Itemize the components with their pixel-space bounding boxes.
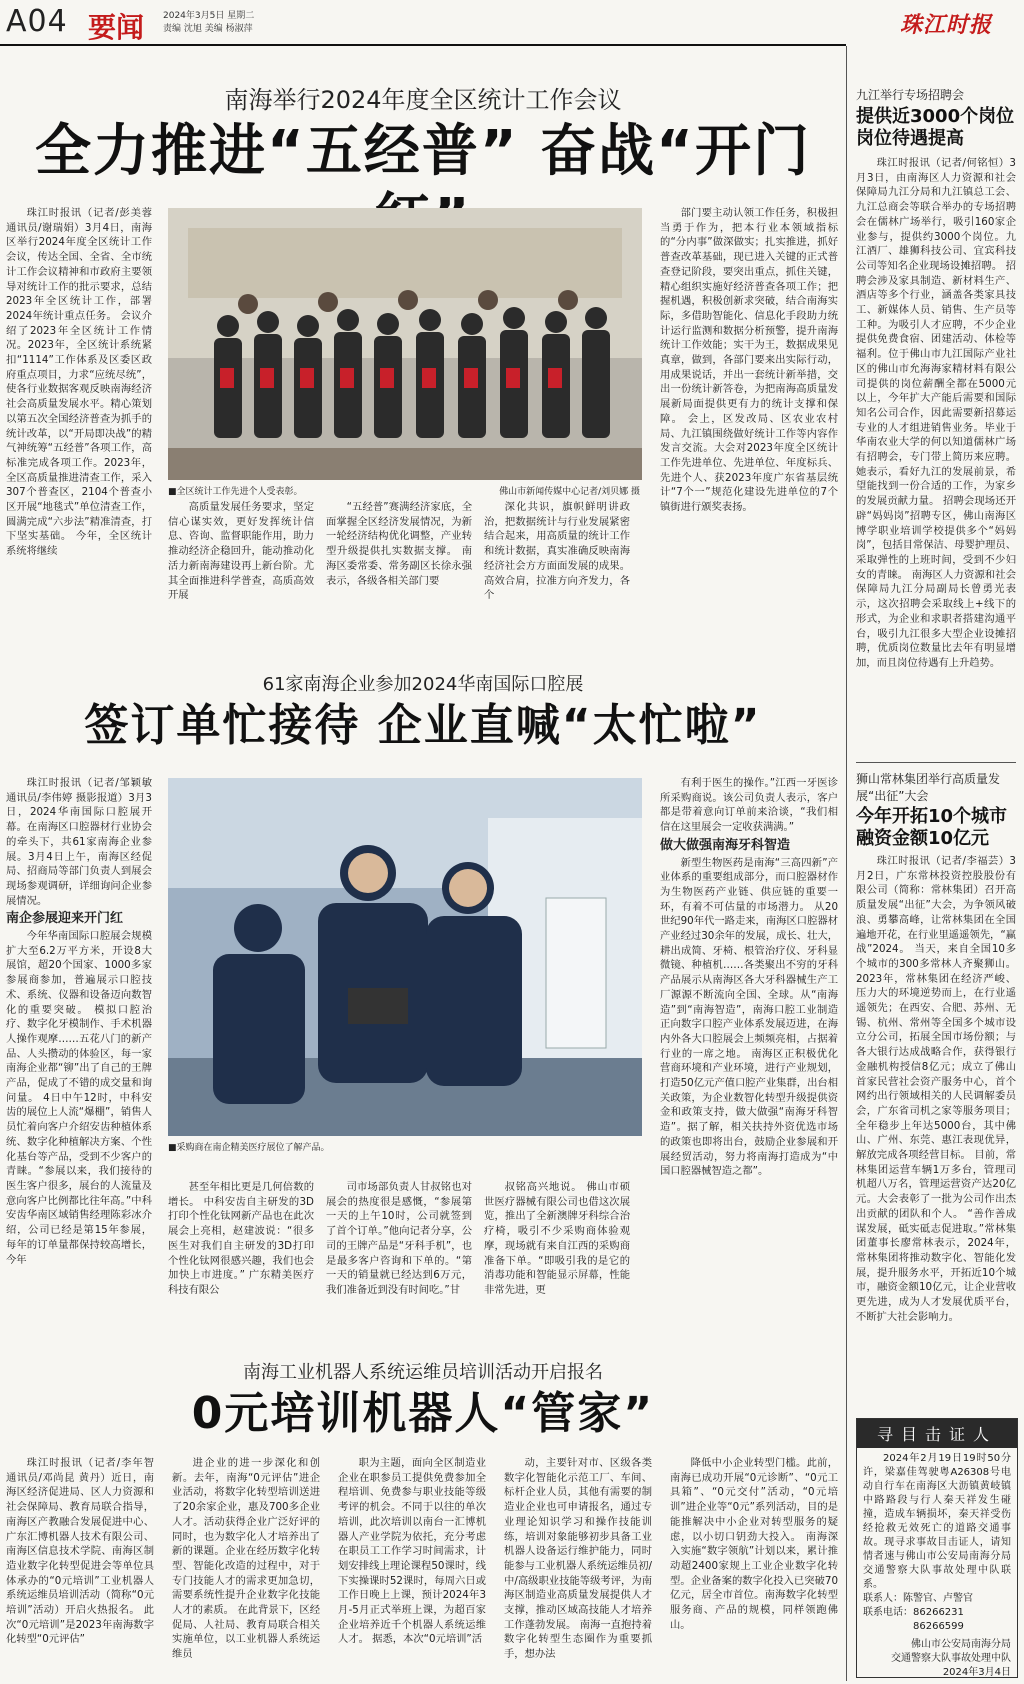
side2-title: 今年开拓10个城市 融资金额10亿元: [856, 806, 1008, 849]
side2-subtitle: 狮山常林集团举行高质量发展“出征”大会: [856, 772, 1001, 803]
side1-body: 珠江时报讯（记者/何铭恒）3月3日，由南海区人力资源和社会保障局九江分局和九江镇总工会、九江总商会等联合举办的专场招聘会在儒林广场举行，吸引160家企业参与，提供约3000个岗位。九江酒厂、雄狮科技公司、宜宾科技公司等知名企业现场设摊招聘。 招聘会涉及家具制造、新材料生产、酒店等多个行业，涵盖各类家具技工、新媒体人员、销售、生产员等工种。为吸引人才应聘，不少企业提供免费食宿、团建活动、体检等福利。位于佛山市九江国际产业社区的佛山市允海海家精材料有限公司提供的岗位薪酬全都在5000元以上，今年扩大产能后需要和国际知名公司合作，因此需要新招募运专业的人才组进销售业务。毕业于华南农业大学的何以知道儒林广场有招聘会，专门带上简历来应聘。她表示，看好九江的发展前景，希望能找到一份合适的工作，为家乡的发展贡献力量。 招聘会现场还开辟“妈妈岗”招聘专区，佛山南海区博学职业培训学校提供多个“妈妈岗”，包括目常保洁、母婴护理员、采取弹性的上班时间，受到不少妇女的青睐。 南海区人力资源和社会保障局九江分局副局长曾勇光表示，这次招聘会采取线上+线下的形式，为企业和求职者搭建沟通平台，吸引九江很多大型企业设摊招聘，优质岗位数量比去年有明显增加，而且岗位待遇有上升趋势。: [856, 157, 1016, 669]
page-number: A04: [6, 4, 68, 39]
article3-col3: 职为主题，面向全区制造业企业在职参员工提供免费参加全程培训、免费参与职业技能等级考评的机会。不同于以往的单次培训，此次培训以南台一汇博机器人产业学院为依托，充分考虑在职员工工作学习时间需求，计划安排线上理论课程50课时，线下实操课时52课时，每周六日或工作日晚上上课，预计2024年3月-5月正式举班上课，为超百家企业培养近千个机器人系统运维人才。 据悉，本次“0元培训”活: [338, 1457, 486, 1646]
header-rule: [0, 44, 846, 46]
notice-signature: 佛山市公安局南海分局 交通警察大队事故处理中队 2024年3月4日: [891, 1639, 1011, 1678]
witness-notice: [856, 1418, 1018, 1678]
article2-col2: 甚至年相比更是几何倍数的增长。 中科安齿自主研发的3D打印个性化钛网新产品也在此次展会上亮相，赵建波说：“很多医生对我们自主研发的3D打印个性化钛网很感兴趣，我们也会加快上市进度。” 广东精美医疗科技有限公: [168, 1181, 314, 1296]
article2-col3: 司市场部负责人甘叔铭也对展会的热度很是感慨，“参展第一天的上午10时，公司就签到了首个订单。”他向记者分享，公司的王牌产品是“牙科手机”，也是最多客户咨询和下单的。“第一天的销量就已经达到6万元，我们准备近到没有时间吃。”甘: [326, 1181, 472, 1296]
side1-subtitle: 九江举行专场招聘会: [856, 88, 965, 102]
article3-subtitle: 南海工业机器人系统运维员培训活动开启报名: [243, 1362, 603, 1383]
notice-contact: 联系人：陈警官、卢警官: [863, 1593, 973, 1604]
article1-subtitle: 南海举行2024年度全区统计工作会议: [224, 86, 622, 114]
article3-col5: 降低中小企业转型门槛。此前，南海已成功开展“0元诊断”、“0元工具箱”、“0元交付”活动，“0元培训”进企业等“0元”系列活动，目的是能推解决中小企业对转型服务的疑虑，以小切口钥劲大投入。 南海深入实施“数字领航”计划以来，累计推动超2400家规上工业企业数字化转型。企业备案的数字化投入已突破70亿元，居全市首位。南海数字化转型服务商、产品的规模，同样领跑佛山。: [670, 1457, 838, 1631]
article2-right-col: 有利于医生的操作。”江西一牙医诊所采购商说。该公司负责人表示，客户都是带着意向订单前来洽谈，“我们相信在这里展会一定收获满满。” 做大做强南海牙科智造 新型生物医药是南海“三高四新”产业体系的重要组成部分，而口腔器材作为生物医药产业链、供应链的重要一环，有着不可估量的市场潜力。 从20世纪90年代一路走来，南海区口腔器材产业经过30余年的发展，成长、壮大，耕出成简、牙椅、根管治疗仪、牙科显微镜、种植机……各类聚出不穷的牙科产品展示从南海区各大牙科器械生产工厂源源不断流向全国、全球。从“南海造”到“南海智造”，南海口腔工业制造正向数字口腔产业体系发展迈进，在海内外各大口腔展会上频频亮相，占据着行业的一席之地。 南海区正积极优化营商环境和产业环境，进行产业规划，打造50亿元产值口腔产业集群，出台相关政策，为企业数智化转型升级提供资金和政策支持，做大做强“南海牙科智造”。据了解，相关扶持外资优选市场的政策也即将出台，鼓励企业参展和开展经贸活动，努力将南海打造成为“中国口腔器械智造之都”。: [660, 777, 838, 1178]
article3-col1: 珠江时报讯（记者/李年智 通讯员/邓尚昆 黄丹）近日，南海区经济促进局、区人力资源和社会保障局、教育局联合指导，南海区产教融合发展促进中心、广东汇博机器人技术有限公司、南海区信息技术学院、南海区制造业数字化转型促进会等单位具体承办的“0元培训”工业机器人系统运维员培训活动（简称“0元培训”活动）开启火热报名。 此次“0元培训”是2023年南海数字化转型“0元评估”: [6, 1457, 154, 1646]
article2-subtitle: 61家南海企业参加2024华南国际口腔展: [262, 674, 584, 695]
article1-col3: “五经普”赛满经济家底，全面掌握全区经济发展情况，为新一轮经济结构优化调整，产业转型升级提供扎实数据支撑。 南海区委常委、常务副区长徐永强表示，各级各相关部门要: [326, 501, 472, 587]
header-editors: 责编 沈旭 美编 杨淑萍: [163, 24, 253, 34]
article1-col5: 部门要主动认领工作任务，积极担当勇于作为，把本行业本领域指标的“分内事”做深做实；扎实推进，抓好普查改革基础，现已进入关键的正式普查登记阶段，要突出重点，抓住关键，精心组织实施好经济普查各项工作；把握机遇，积极创新求突破，结合南海实际，多借助智能化、信息化手段助力统计运行监测和数据分析预警，提升南海统计工作效能；实干为王，数据成果见真章，做到，各部门要来出实际行动，用成果说话，并出一套统计新举措，交出一份统计新答卷，为把南海高质量发展新局面提供更有力的统计支撑和保障。 会上，区发改局、区农业农村局、九江镇围绕做好统计工作等内容作发言交流。大会对2023年度全区统计工作先进单位、先进单位、年度标兵、先进个人、获2023年度广东省基层统计“7个一”规范化建设先进单位的7个镇街进行颁奖表扬。: [660, 207, 838, 514]
side2-body: 珠江时报讯（记者/李福芸）3月2日，广东常林投资控股股份有限公司（简称：常林集团）召开高质量发展“出征”大会，为争领风破浪、勇攀高峰，让常林集团在全国遍地开花，在行业里遥遥领先，“赢战”2024。 当天，来自全国10多个城市的300多常林人齐聚狮山。2023年，常林集团在经济严峻、压力大的环境逆势而上，在行业遥遥领先；在西安、合肥、苏州、无锡、杭州、常州等全国多个城市设立分公司，拓展全国市场份额；与各大银行达成战略合作，获得银行金融机构授信8亿元；成立了佛山首家民营社会资产服务中心，首个网约出行领域相关的人民调解委员会，广东省司机之家等服务项目；全年稳步上年达5000台，其中佛山、广州、东莞、惠江表现优异，解放完成各项经营目标。 目前，常林集团运营车辆1万多台，管理司机超八万名，管理运营资产达20亿元。大会表彰了一批为公司作出杰出贡献的团队和个人。 “善作善成谋发展，砥实砥志促进取。”常林集团董事长廖常林表示，2024年，常林集团将推动数字化、智能化发展，提升服务水平，开拓近10个城市，融资金额10亿元，让企业营收更先进，成为人才发展优质平台，不断扩大社会影响力。: [856, 855, 1016, 1323]
article2-photo: [168, 778, 642, 1136]
expo-booth-photo: [168, 778, 642, 1136]
article3-col2: 进企业的进一步深化和创新。去年，南海“0元评估”进企业活动，将数字化转型培训送进了20余家企业，惠及700多企业人才。活动获得企业广泛好评的同时，也为数字化人才培养出了新的课题。企业在经历数字化转型、智能化改造的过程中，对于专门技能人才的需求更加急切，需要系统性提升企业数字化技能人才的素质。 在此背景下，区经促局、人社局、教育局联合相关实施单位，以工业机器人系统运维员: [172, 1457, 320, 1661]
article2-title: 签订单忙接待 企业直喊“太忙啦”: [84, 700, 762, 751]
header-date: 2024年3月5日 星期二: [163, 11, 255, 21]
sidebar-divider: [846, 46, 847, 1681]
notice-title: 寻目击证人: [857, 1419, 1017, 1448]
article2-photo-caption: ■采购商在南企精美医疗展位了解产品。: [168, 1143, 330, 1153]
side-divider: [856, 762, 1016, 763]
side1-title: 提供近3000个岗位 岗位待遇提高: [856, 106, 1015, 149]
article1-photo: [168, 208, 642, 480]
notice-phone: 联系电话：86266231: [863, 1607, 964, 1618]
notice-phone2: 86266599: [913, 1621, 964, 1632]
article1-title: 全力推进“五经普” 奋战“开门: [35, 119, 811, 184]
article3-col4: 动，主要针对市、区级各类数字化智能化示范工厂、车间、标杆企业人员，其他有需要的制造业企业也可申请报名，通过专业理论知识学习和操作技能训练，培训对象能够初步具备工业机器人设备运行维护能力，同时能参与工业机器人系统运维员初/中/高级职业技能等级考评，为南海区制造业高质量发展提供人才支撑，推动区域高技能人才培养工作蓬勃发展。 南海一直抱持着数字化转型生态圈作为重要抓手，想办法: [504, 1457, 652, 1661]
header-meta: [163, 10, 254, 36]
article1-col4: 深化共识，旗帜鲜明讲政治，把数据统计与行业发展紧密结合起来，用高质量的统计工作和统计数据，真实准确反映南海经济社会方方面面发展的成果。高效合肩，拉准方向齐发力，各个: [484, 501, 630, 602]
section-name: 要闻: [88, 11, 145, 44]
article1-photo-credit: 佛山市新闻传媒中心记者/刘贝娜 摄: [499, 487, 640, 497]
article2-col1: 珠江时报讯（记者/邹颖敏 通讯员/李伟婷 摄影报道）3月3日，2024华南国际口腔展开幕。在南海区口腔器材行业协会的牵头下，共61家南海企业参展。3月4日上午，南海区经促局、招商局等部门负责人到展会现场参观调研，详细询问企业参展情况。 南企参展迎来开门红 今年华南国际口腔展会规模扩大至6.2万平方米，开设8大展馆，超20个国家、1000多家参展商参加，普遍展示口腔技术、系统、仪器和设备迈向数智化的重要突破。 模拟口腔治疗、数字化牙模制作、手术机器人操作观摩……五花八门的新产品、人头攒动的体验区，每一家南海企业都“铆”出了自己的王牌产品，促成了不错的成交量和询问量。 4日中午12时，中科安齿的展位上人流“爆棚”，销售人员忙着向客户介绍安齿种植体系统、数字化种植解决方案、个性化基台等产品，受到不少客户的青睐。“参展以来，我们接待的医生客户很多，展台的人流量及意向客户比例都比往年高。”中科安齿华南区域销售经理陈彩冰介绍，公司已经是第15年参展，每年的订单量都保持较高增长，今年: [6, 777, 152, 1266]
newspaper-logo: 珠江时报: [900, 12, 993, 38]
article1-col2: 高质量发展任务要求，坚定信心谋实效，更好发挥统计信息、咨询、监督职能作用，助力推动经济企稳回升，能动推动化活力新南海建设再上新台阶。尤其全面推进科学普查，高质高效开展: [168, 501, 314, 602]
article1-col1: 珠江时报讯（记者/彭美蓉 通讯员/谢瑞娟）3月4日，南海区举行2024年度全区统计工作会议，传达全国、全省、全市统计工作会议精神和市政府主要领导对统计工作的批示要求，总结2023年全区统计工作，部署2024年统计重点任务。 会议介绍了2023年全区统计工作情况。2023年，全区统计系统紧扣“1114”工作体系及区委区政府重点项目，力求“应统尽统”，使各行业数据客观反映南海经济社会高质量发展水平。精心策划以第五次全国经济普查为抓手的统计改革，以“开局即决战”的精气神统筹“五经普”各项工作，高标准完成各项工作。2023年，全区高质量推进清查工作，采入307个普查区，2104个普查小区开展“地毯式”单位清查工作，圆满完成“六步法”精准清查，打下坚实基础。 今年，全区统计系统将继续: [6, 207, 152, 558]
article2-col4: 叔铭高兴地说。 佛山市硕世医疗器械有限公司也借这次展览，推出了全新澳牌牙科综合治疗椅，吸引不少采购商体验观摩，现场就有来自江西的采购商准备下单。“即吸引我的是它的消毒功能和智能显示屏幕，性能非常先进，更: [484, 1181, 630, 1296]
article1-photo-caption: ■全区统计工作先进个人受表彰。: [168, 487, 303, 497]
award-group-photo: [168, 208, 642, 480]
article2-right-heading: 做大做强南海牙科智造: [660, 837, 791, 853]
article2-col1-heading: 南企参展迎来开门红: [6, 911, 124, 927]
notice-body: 2024年2月19日19时50分许，梁嘉佳驾驶粤A26308号电动自行车在南海区大沥镇黄岐镇中路路段与行人秦天祥发生碰撞，造成车辆损坏，秦天祥受伤经抢救无效死亡的道路交通事故。现寻求事故目击证人，请知情者速与佛山市公安局南海分局交通警察大队事故处理中队联系。 联系人：陈警官、卢警官 联系电话：86266231 86266599: [863, 1453, 1011, 1632]
article3-title: 0元培训机器人“管家”: [191, 1388, 655, 1439]
